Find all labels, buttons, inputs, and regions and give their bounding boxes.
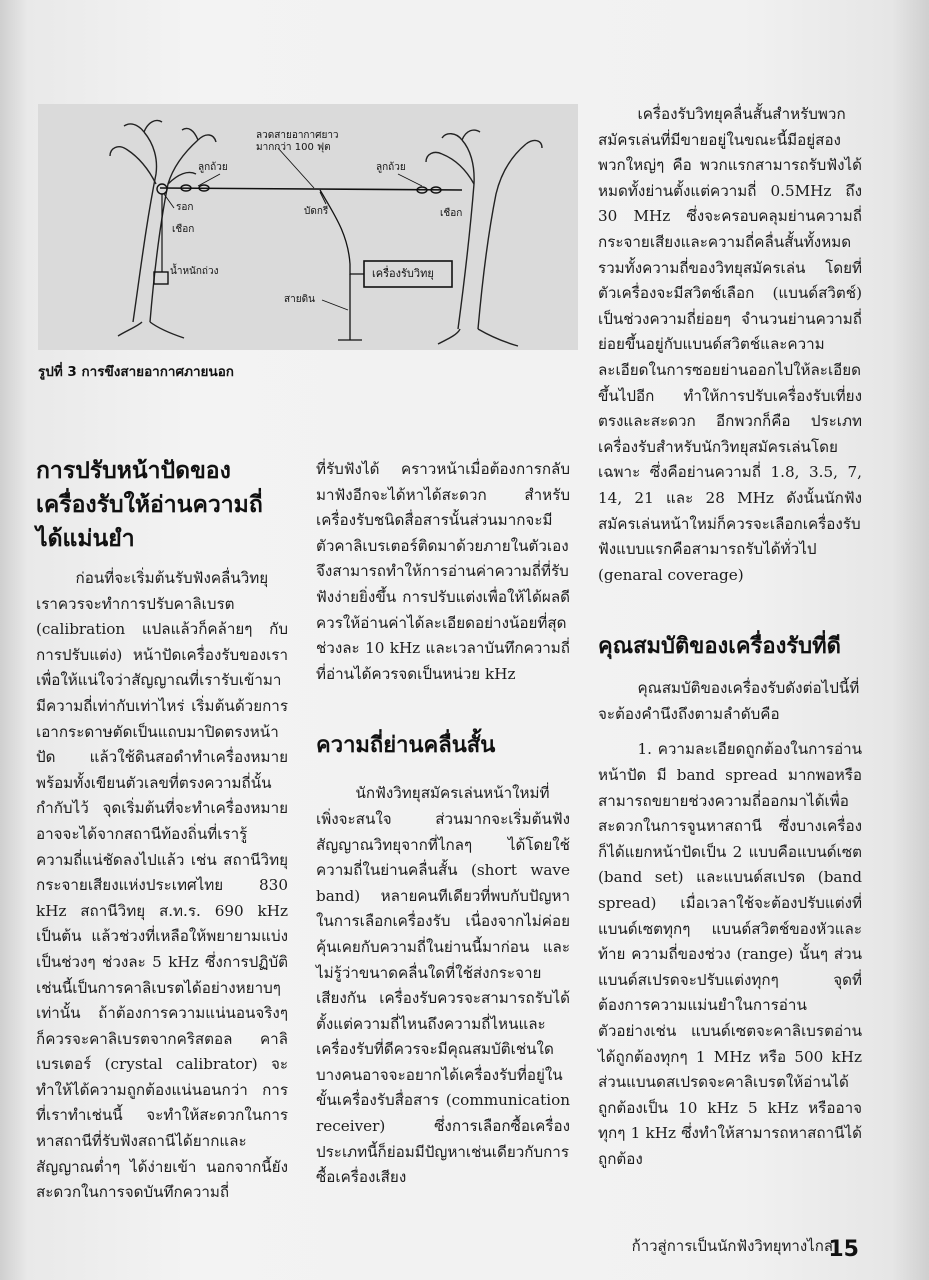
left-tree [110,120,216,338]
column-1 [36,454,288,1206]
downlead [320,190,364,274]
column-3 [598,102,862,1173]
label-pulley: รอก [176,202,194,213]
label-receiver: เครื่องรับวิทยุ [372,267,434,280]
weight [154,272,168,284]
section-heading-shortwave: ความถี่ย่านคลื่นสั้น [316,733,496,759]
paragraph: ก่อนที่จะเริ่มต้นรับฟังคลื่นวิทยุ เราควรจะทำการปรับคาลิเบรต (calibration แปลแล้วก็คล้ายๆ กับการปรับแต่ง) หน้าปัดเครื่องรับของเรา เพื่อให้แน่ใจว่าสัญญาณที่เรารับเข้ามามีความถี่เท่ากับเท่าไหร่ เริ่มต้นด้วยการเอากระดาษตัดเป็นแถบมาปิดตรงหน้าปัด แล้วใช้ดินสอดำทำเครื่องหมาย พร้อมทั้งเขียนตัวเลขที่ตรงความถี่นั้นกำกับไว้ จุดเริ่มต้นที่จะทำเครื่องหมายอาจจะได้จากสถานีท้องถิ่นที่เรารู้ความถี่แน่ชัดลงไปแล้ว เช่น สถานีวิทยุกระจายเสียงแห่งประเทศไทย 830 kHz สถานีวิทยุ ส.ท.ร. 690 kHz เป็นต้น แล้วช่วงที่เหลือให้พยายามแบ่งเป็นช่วงๆ ช่วงละ 5 kHz ซึ่งการปฏิบัติเช่นนี้เป็นการคาลิเบรตได้อย่างหยาบๆ เท่านั้น ถ้าต้องการความแน่นอนจริงๆ ก็ควรจะคาลิเบรตจากคริสตอล คาลิเบรเตอร์ (crystal calibrator) จะทำให้ได้ความถูกต้องแน่นอนกว่า การที่เราทำเช่นนี้ จะทำให้สะดวกในการหาสถานีที่รับฟังสถานีได้ยากและสัญญาณต่ำๆ ได้ง่ายเข้า นอกจากนี้ยังสะดวกในการจดบันทึกความถี่ [36,569,288,1202]
running-title: ก้าวสู่การเป็นนักฟังวิทยุทางไกล [631,1237,833,1255]
section-heading-receiver-qualities: คุณสมบัติของเครื่องรับที่ดี [598,634,841,660]
paragraph: เครื่องรับวิทยุคลื่นสั้นสำหรับพวกสมัครเล่นที่มีขายอยู่ในขณะนี้มีอยู่สองพวกใหญ่ๆ คือ พวกแรกสามารถรับฟังได้หมดทั้งย่านตั้งแต่ความถี่ 0.5MHz ถึง 30 MHz ซึ่งจะครอบคลุมย่านความถี่กระจายเสียงและความถี่คลื่นสั้นทั้งหมดรวมทั้งความถี่ของวิทยุสมัครเล่น โดยที่ตัวเครื่องจะมีสวิตช์เลือก (แบนด์สวิตช์) เป็นช่วงความถี่ย่อยๆ จำนวนย่านความถี่ย่อยขึ้นอยู่กับแบนด์สวิตช์และความละเอียดในการซอยย่านออกไปให้ละเอียดขึ้นไปอีก ทำให้การปรับเครื่องรับเที่ยงตรงและสะดวก อีกพวกก็คือ ประเภทเครื่องรับสำหรับนักวิทยุสมัครเล่นโดยเฉพาะ ซึ่งคือย่านความถี่ 1.8, 3.5, 7, 14, 21 และ 28 MHz ดังนั้นนักฟังสมัครเล่นหน้าใหม่ก็ควรจะเลือกเครื่องรับฟังแบบแรกคือสามารถรับได้ทั่วไป (genaral coverage) [598,105,862,584]
label-weight: น้ำหนักถ่วง [170,266,219,277]
paragraph: ที่รับฟังได้ คราวหน้าเมื่อต้องการกลับมาฟังอีกจะได้หาได้สะดวก สำหรับเครื่องรับชนิดสื่อสารนั้นส่วนมากจะมีตัวคาลิเบรเตอร์ติดมาด้วยภายในตัวเอง จึงสามารถทำให้การอ่านค่าความถี่ที่รับฟังง่ายยิ่งขึ้น การปรับแต่งเพื่อให้ได้ผลดีควรให้อ่านค่าได้ละเอียดอย่างน้อยที่สุดช่วงละ 10 kHz และเวลาบันทึกความถี่ที่อ่านได้ควรจดเป็นหน่วย kHz [316,460,570,683]
paragraph: 1. ความละเอียดถูกต้องในการอ่านหน้าปัด มี band spread มากพอหรือสามารถขยายช่วงความถี่ออกมาได้เพื่อสะดวกในการจูนหาสถานี ซึ่งบางเครื่องก็ได้แยกหน้าปัดเป็น 2 แบบคือแบนด์เซต (band set) และแบนด์สเปรด (band spread) เมื่อเวลาใช้จะต้องปรับแต่งที่แบนด์เซตทุกๆ แบนด์สวิตช์ของหัวและท้าย ความถี่ของช่วง (range) นั้นๆ ส่วนแบนด์สเปรดจะปรับแต่งทุกๆ จุดที่ต้องการความแม่นยำในการอ่าน ตัวอย่างเช่น แบนด์เซตจะคาลิเบรตอ่านได้ถูกต้องทุกๆ 1 MHz หรือ 500 kHz ส่วนแบนดสเปรดจะคาลิเบรตให้อ่านได้ถูกต้องเป็น 10 kHz 5 kHz หรืออาจทุกๆ 1 kHz ซึ่งทำให้สามารถหาสถานีได้ถูกต้อง [598,740,862,1168]
section-heading-calibration: การปรับหน้าปัดของเครื่องรับให้อ่านความถี่ได้แม่นยำ [36,458,263,552]
figure-caption: รูปที่ 3 การขึงสายอากาศภายนอก [38,364,234,380]
column-2 [316,457,570,1191]
label-rope-right: เชือก [440,208,463,219]
paragraph: นักฟังวิทยุสมัครเล่นหน้าใหม่ที่เพิ่งจะสนใจ ส่วนมากจะเริ่มต้นฟังสัญญาณวิทยุจากที่ไกลๆ ได้โดยใช้ความถี่ในย่านคลื่นสั้น (short wave band) หลายคนทีเดียวที่พบกับปัญหาในการเลือกเครื่องรับ เนื่องจากไม่ค่อยคุ้นเคยกับความถี่ในย่านนี้มาก่อน และไม่รู้ว่าขนาดคลื่นใดที่ใช้ส่งกระจายเสียงกัน เครื่องรับควรจะสามารถรับได้ตั้งแต่ความถี่ไหนถึงความถี่ไหนและเครื่องรับที่ดีควรจะมีคุณสมบัติเช่นใด บางคนอาจจะอยากได้เครื่องรับที่อยู่ในขั้นเครื่องรับสื่อสาร (communication receiver) ซึ่งการเลือกซื้อเครื่องประเภทนี้ก็ย่อมมีปัญหาเช่นเดียวกับการซื้อเครื่องเสียง [316,784,570,1187]
label-wire: ลวดสายอากาศยาว มากกว่า 100 ฟุต [256,130,339,153]
label-insulator-right: ลูกถ้วย [376,162,406,173]
label-solder: บัดกรี [304,206,329,217]
paragraph: คุณสมบัติของเครื่องรับดังต่อไปนี้ที่จะต้องคำนึงถึงตามลำดับคือ [598,679,860,723]
label-rope-left: เชือก [172,224,195,235]
pulley [157,184,167,194]
right-tree [426,130,542,346]
antenna-figure [38,104,578,350]
label-insulator-left: ลูกถ้วย [198,162,228,173]
page-number: 15 [828,1237,859,1262]
label-ground: สายดิน [284,294,315,305]
